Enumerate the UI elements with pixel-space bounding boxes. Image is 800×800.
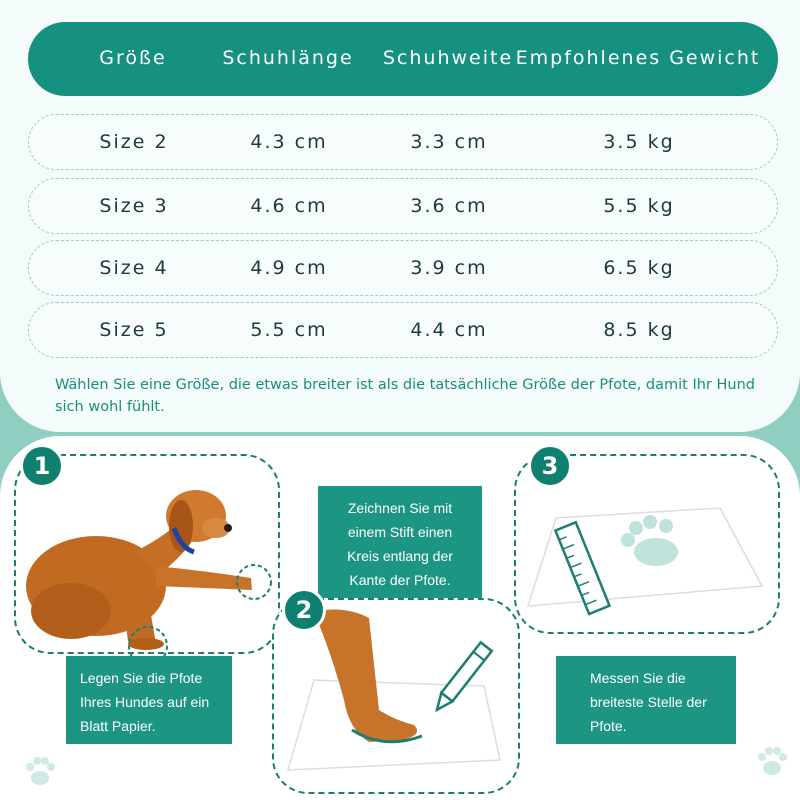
- step-3-text: Messen Sie die breiteste Stelle der Pfote.: [556, 656, 736, 744]
- cell-size: Size 3: [99, 195, 169, 217]
- paw-icon: [752, 742, 792, 782]
- step-1-text: Legen Sie die Pfote Ihres Hundes auf ein Blatt Papier.: [66, 656, 232, 744]
- dog-illustration: [16, 456, 278, 652]
- cell-size: Size 4: [99, 257, 169, 279]
- step-1-number: 1: [20, 444, 64, 488]
- table-row: [28, 178, 778, 234]
- cell-weight: 8.5 kg: [603, 319, 675, 341]
- step-2-number: 2: [282, 588, 326, 632]
- table-header: [28, 22, 778, 96]
- cell-size: Size 2: [99, 131, 169, 153]
- cell-length: 4.6 cm: [250, 195, 328, 217]
- table-row: [28, 302, 778, 358]
- header-size: Größe: [99, 47, 167, 69]
- cell-width: 3.9 cm: [410, 257, 488, 279]
- cell-width: 3.6 cm: [410, 195, 488, 217]
- paw-highlight-circle: [234, 562, 274, 602]
- step-2-text: Zeichnen Sie mit einem Stift einen Kreis entlang der Kante der Pfote.: [318, 486, 482, 598]
- table-row: [28, 114, 778, 170]
- cell-weight: 5.5 kg: [603, 195, 675, 217]
- cell-weight: 3.5 kg: [603, 131, 675, 153]
- cell-length: 4.3 cm: [250, 131, 328, 153]
- cell-length: 4.9 cm: [250, 257, 328, 279]
- paw-icon: [20, 752, 60, 792]
- header-shoe-length: Schuhlänge: [222, 47, 354, 69]
- header-recommended-weight: Empfohlenes Gewicht: [515, 47, 761, 69]
- cell-width: 3.3 cm: [410, 131, 488, 153]
- measuring-guide: [0, 436, 800, 800]
- table-row: [28, 240, 778, 296]
- cell-length: 5.5 cm: [250, 319, 328, 341]
- cell-width: 4.4 cm: [410, 319, 488, 341]
- cell-weight: 6.5 kg: [603, 257, 675, 279]
- header-shoe-width: Schuhweite: [382, 47, 514, 69]
- step-3-number: 3: [528, 444, 572, 488]
- cell-size: Size 5: [99, 319, 169, 341]
- size-advice-note: Wählen Sie eine Größe, die etwas breiter ist als die tatsächliche Größe der Pfote, damit Ihr Hund sich wohl fühlt.: [55, 377, 755, 415]
- pen-icon: [426, 634, 496, 724]
